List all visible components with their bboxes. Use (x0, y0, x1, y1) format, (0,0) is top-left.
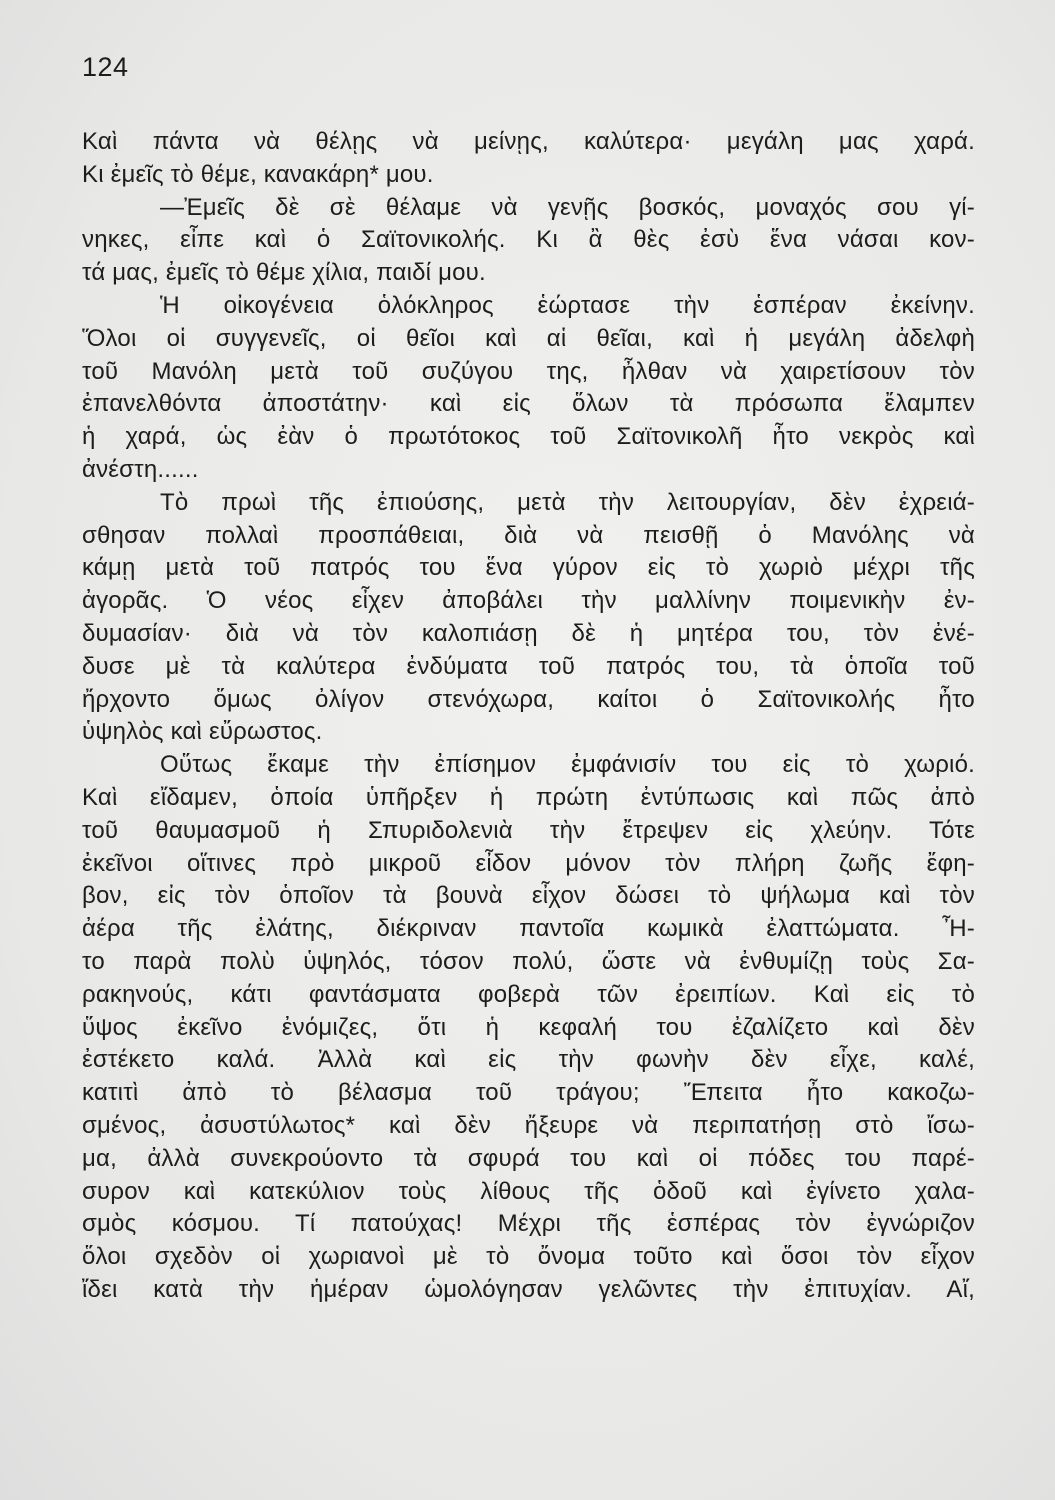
text-line-17: δυσε μὲ τὰ καλύτερα ἐνδύματα τοῦ πατρός του, τὰ ὁποῖα τοῦ (82, 652, 975, 680)
text-line-12: Τὸ πρωὶ τῆς ἐπιούσης, μετὰ τὴν λειτουργίαν, δὲν ἐχρειά- (160, 488, 975, 516)
text-line-28: ὕψος ἐκεῖνο ἐνόμιζες, ὅτι ἡ κεφαλή του ἐζαλίζετο καὶ δὲν (82, 1013, 975, 1041)
text-line-34: σμὸς κόσμου. Τί πατούχας! Μέχρι τῆς ἑσπέρας τὸν ἐγνώριζον (82, 1210, 975, 1238)
text-line-31: σμένος, ἀσυστύλωτος* καὶ δὲν ἤξευρε νὰ περιπατήσῃ στὸ ἴσω- (82, 1111, 975, 1139)
text-line-6: Ἡ οἰκογένεια ὁλόκληρος ἑώρτασε τὴν ἑσπέραν ἐκείνην. (160, 291, 975, 319)
text-line-33: συρον καὶ κατεκύλιον τοὺς λίθους τῆς ὁδοῦ καὶ ἐγίνετο χαλα- (82, 1177, 975, 1205)
text-line-32: μα, ἀλλὰ συνεκρούοντο τὰ σφυρά του καὶ οἱ πόδες του παρέ- (82, 1144, 975, 1172)
text-line-22: τοῦ θαυμασμοῦ ἡ Σπυριδολενιὰ τὴν ἔτρεψεν εἰς χλεύην. Τότε (82, 816, 975, 844)
text-line-19: ὑψηλὸς καὶ εὔρωστος. (82, 718, 323, 746)
text-line-25: ἀέρα τῆς ἐλάτης, διέκριναν παντοῖα κωμικὰ ἐλαττώματα. Ἦ- (82, 915, 975, 943)
text-line-18: ἤρχοντο ὅμως ὀλίγον στενόχωρα, καίτοι ὁ Σαϊτονικολής ἦτο (82, 685, 975, 713)
text-line-3: —Ἐμεῖς δὲ σὲ θέλαμε νὰ γενῇς βοσκός, μοναχός σου γί- (160, 193, 975, 221)
text-line-20: Οὕτως ἔκαμε τὴν ἐπίσημον ἐμφάνισίν του εἰς τὸ χωριό. (160, 751, 975, 779)
text-line-11: ἀνέστη...... (82, 455, 199, 483)
text-line-10: ἡ χαρά, ὡς ἐὰν ὁ πρωτότοκος τοῦ Σαϊτονικολῆ ἦτο νεκρὸς καὶ (82, 423, 975, 451)
text-line-29: ἐστέκετο καλά. Ἀλλὰ καὶ εἰς τὴν φωνὴν δὲν εἶχε, καλέ, (82, 1046, 975, 1074)
text-line-21: Καὶ εἴδαμεν, ὁποία ὑπῆρξεν ἡ πρώτη ἐντύπωσις καὶ πῶς ἀπὸ (82, 783, 975, 811)
text-line-26: το παρὰ πολὺ ὑψηλός, τόσον πολύ, ὥστε νὰ ἐνθυμίζῃ τοὺς Σα- (82, 947, 975, 975)
body-text (82, 126, 975, 1307)
text-line-4: νηκες, εἶπε καὶ ὁ Σαϊτονικολής. Κι ἂ θὲς ἐσὺ ἕνα νάσαι κον- (82, 226, 975, 254)
text-line-36: ἴδει κατὰ τὴν ἡμέραν ὡμολόγησαν γελῶντες τὴν ἐπιτυχίαν. Αἴ, (82, 1275, 975, 1303)
page-number: 124 (82, 52, 129, 82)
text-line-35: ὅλοι σχεδὸν οἱ χωριανοὶ μὲ τὸ ὄνομα τοῦτο καὶ ὅσοι τὸν εἶχον (82, 1243, 975, 1271)
text-line-24: βον, εἰς τὸν ὁποῖον τὰ βουνὰ εἶχον δώσει τὸ ψήλωμα καὶ τὸν (82, 882, 975, 910)
text-line-16: δυμασίαν· διὰ νὰ τὸν καλοπιάσῃ δὲ ἡ μητέρα του, τὸν ἐνέ- (82, 619, 975, 647)
text-line-1: Καὶ πάντα νὰ θέλῃς νὰ μείνῃς, καλύτερα· μεγάλη μας χαρά. (82, 128, 975, 155)
text-line-27: ρακηνούς, κάτι φαντάσματα φοβερὰ τῶν ἐρειπίων. Καὶ εἰς τὸ (82, 980, 975, 1008)
text-line-13: σθησαν πολλαὶ προσπάθειαι, διὰ νὰ πεισθῇ ὁ Μανόλης νὰ (82, 521, 975, 549)
text-line-15: ἀγορᾶς. Ὁ νέος εἶχεν ἀποβάλει τὴν μαλλίνην ποιμενικὴν ἐν- (82, 587, 975, 615)
text-line-5: τά μας, ἐμεῖς τὸ θέμε χίλια, παιδί μου. (82, 259, 486, 287)
text-line-30: κατιτὶ ἀπὸ τὸ βέλασμα τοῦ τράγου; Ἔπειτα ἦτο κακοζω- (82, 1079, 975, 1107)
text-line-23: ἐκεῖνοι οἵτινες πρὸ μικροῦ εἶδον μόνον τὸν πλήρη ζωῆς ἔφη- (82, 849, 975, 877)
text-line-8: τοῦ Μανόλη μετὰ τοῦ συζύγου της, ἦλθαν νὰ χαιρετίσουν τὸν (82, 357, 975, 385)
text-line-7: Ὅλοι οἱ συγγενεῖς, οἱ θεῖοι καὶ αἱ θεῖαι, καὶ ἡ μεγάλη ἀδελφὴ (82, 324, 975, 352)
text-line-2: Κι ἐμεῖς τὸ θέμε, κανακάρη* μου. (82, 160, 434, 188)
text-line-9: ἐπανελθόντα ἀποστάτην· καὶ εἰς ὅλων τὰ πρόσωπα ἔλαμπεν (82, 390, 975, 418)
text-line-14: κάμῃ μετὰ τοῦ πατρός του ἕνα γύρον εἰς τὸ χωριὸ μέχρι τῆς (82, 554, 975, 582)
